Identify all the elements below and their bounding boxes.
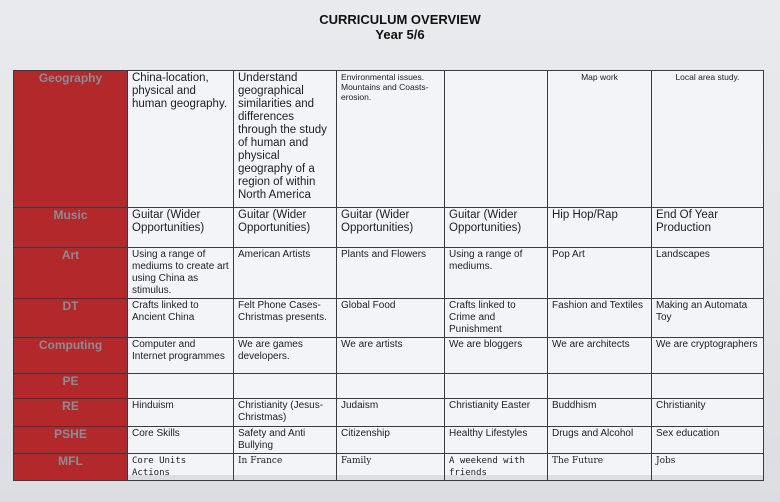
subject-cell-art: Art	[14, 248, 128, 299]
table-cell: Drugs and Alcohol	[548, 427, 652, 454]
table-row	[14, 454, 764, 481]
table-cell: Buddhism	[548, 399, 652, 427]
table-row	[14, 208, 764, 248]
table-cell: Guitar (Wider Opportunities)	[234, 208, 337, 248]
table-row	[14, 299, 764, 338]
curriculum-table	[13, 70, 764, 481]
table-cell: Citizenship	[337, 427, 445, 454]
table-cell: Global Food	[337, 299, 445, 338]
table-cell: We are games developers.	[234, 338, 337, 374]
table-cell: Making an Automata Toy	[652, 299, 764, 338]
table-cell: Computer and Internet programmes	[128, 338, 234, 374]
table-cell: China-location, physical and human geography.	[128, 71, 234, 208]
table-cell: Using a range of mediums to create art using China as stimulus.	[128, 248, 234, 299]
table-cell: We are artists	[337, 338, 445, 374]
table-cell: A weekend with friends	[445, 454, 548, 481]
table-cell: Judaism	[337, 399, 445, 427]
table-cell: Healthy Lifestyles	[445, 427, 548, 454]
table-cell: In France	[234, 454, 337, 481]
table-cell: Guitar (Wider Opportunities)	[337, 208, 445, 248]
table-row	[14, 71, 764, 208]
table-cell: Guitar (Wider Opportunities)	[128, 208, 234, 248]
table-cell: Guitar (Wider Opportunities)	[445, 208, 548, 248]
table-cell: Plants and Flowers	[337, 248, 445, 299]
table-cell: Core Skills	[128, 427, 234, 454]
table-cell: Jobs	[652, 454, 764, 481]
table-cell: Landscapes	[652, 248, 764, 299]
document-subtitle: Year 5/6	[375, 27, 425, 42]
table-cell: Fashion and Textiles	[548, 299, 652, 338]
table-cell: We are cryptographers	[652, 338, 764, 374]
table-cell: Christianity Easter	[445, 399, 548, 427]
table-cell: Felt Phone Cases- Christmas presents.	[234, 299, 337, 338]
document-title: CURRICULUM OVERVIEW	[319, 12, 481, 27]
document-title-block	[300, 12, 500, 42]
table-cell: Sex education	[652, 427, 764, 454]
subject-cell-pe: PE	[14, 374, 128, 399]
table-cell: Christianity (Jesus-Christmas)	[234, 399, 337, 427]
subject-cell-pshe: PSHE	[14, 427, 128, 454]
table-cell: Core Units Actions	[128, 454, 234, 481]
table-cell: Crafts linked to Crime and Punishment	[445, 299, 548, 338]
table-cell: Environmental issues. Mountains and Coasts-erosion.	[337, 71, 445, 208]
table-cell: We are architects	[548, 338, 652, 374]
table-cell: Map work	[548, 71, 652, 208]
table-cell: Hinduism	[128, 399, 234, 427]
table-row	[14, 248, 764, 299]
subject-cell-computing: Computing	[14, 338, 128, 374]
table-cell	[337, 374, 445, 399]
table-cell	[548, 374, 652, 399]
table-cell: American Artists	[234, 248, 337, 299]
table-cell	[128, 374, 234, 399]
subject-cell-geography: Geography	[14, 71, 128, 208]
table-cell: Family	[337, 454, 445, 481]
subject-cell-mfl: MFL	[14, 454, 128, 481]
table-row	[14, 338, 764, 374]
table-cell: Pop Art	[548, 248, 652, 299]
table-cell: Safety and Anti Bullying	[234, 427, 337, 454]
table-cell	[445, 71, 548, 208]
subject-cell-re: RE	[14, 399, 128, 427]
table-cell: Hip Hop/Rap	[548, 208, 652, 248]
table-cell: The Future	[548, 454, 652, 481]
table-cell	[445, 374, 548, 399]
table-row	[14, 374, 764, 399]
subject-cell-music: Music	[14, 208, 128, 248]
table-cell: Christianity	[652, 399, 764, 427]
table-row	[14, 399, 764, 427]
table-cell: Crafts linked to Ancient China	[128, 299, 234, 338]
table-cell: Understand geographical similarities and differences through the study of human and physical geography of a region of within North America	[234, 71, 337, 208]
table-cell: We are bloggers	[445, 338, 548, 374]
table-cell: Using a range of mediums.	[445, 248, 548, 299]
table-row	[14, 427, 764, 454]
table-cell: End Of Year Production	[652, 208, 764, 248]
table-cell	[652, 374, 764, 399]
subject-cell-dt: DT	[14, 299, 128, 338]
table-cell	[234, 374, 337, 399]
table-cell: Local area study.	[652, 71, 764, 208]
